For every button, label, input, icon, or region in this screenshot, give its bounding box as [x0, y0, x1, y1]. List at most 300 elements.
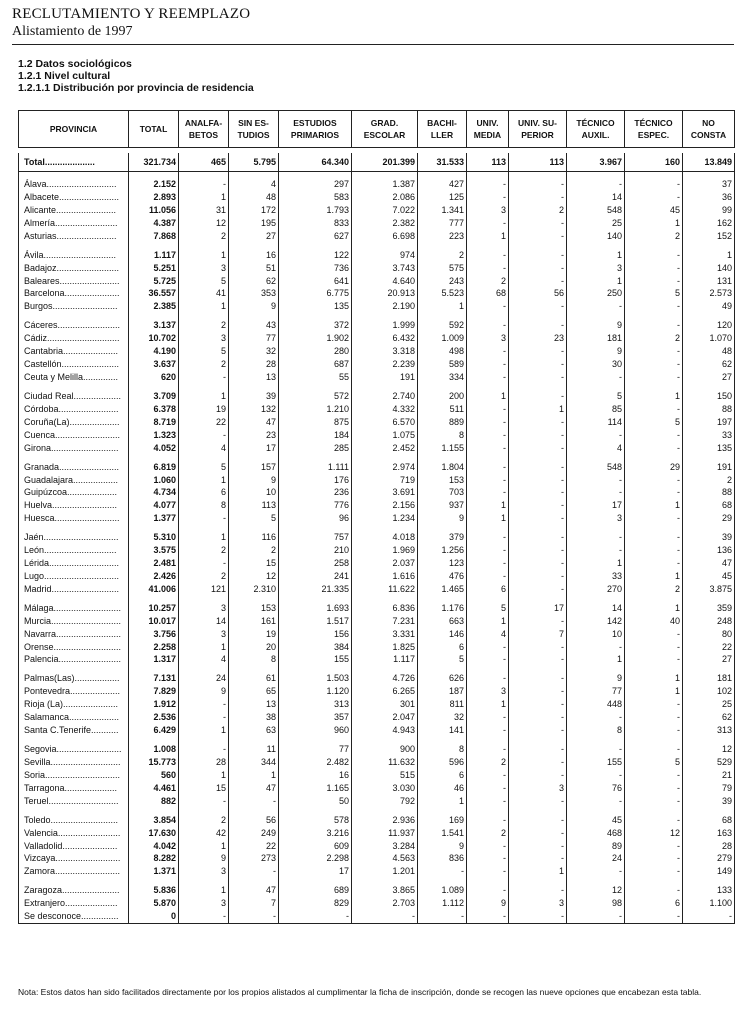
- cell-value: 1: [418, 795, 467, 808]
- cell-value: -: [467, 403, 509, 416]
- cell-value: 6: [418, 769, 467, 782]
- section-heading: 1.2 Datos sociológicos: [18, 58, 132, 70]
- cell-value: 241: [279, 570, 352, 583]
- cell-value: -: [467, 416, 509, 429]
- cell-value: 1.371: [129, 865, 179, 878]
- cell-value: 125: [418, 191, 467, 204]
- cell-value: -: [467, 191, 509, 204]
- cell-value: 9: [467, 897, 509, 910]
- cell-value: 548: [567, 455, 625, 474]
- cell-value: 5: [625, 416, 683, 429]
- cell-value: 6.265: [352, 685, 418, 698]
- cell-value: 9: [418, 512, 467, 525]
- cell-value: 132: [229, 403, 279, 416]
- cell-value: -: [418, 865, 467, 878]
- cell-value: 4.563: [352, 852, 418, 865]
- cell-value: 5: [567, 384, 625, 403]
- column-header-line: NO: [702, 118, 715, 128]
- cell-value: -: [467, 474, 509, 487]
- cell-value: 1: [625, 384, 683, 403]
- column-header: [625, 111, 683, 148]
- cell-value: 384: [279, 641, 352, 654]
- table-row: [19, 217, 735, 230]
- province-name: Orense...........................: [19, 641, 129, 654]
- table-row: [19, 191, 735, 204]
- cell-value: 301: [352, 698, 418, 711]
- cell-value: 19: [229, 628, 279, 641]
- cell-value: -: [509, 499, 567, 512]
- cell-value: -: [625, 698, 683, 711]
- cell-value: -: [509, 416, 567, 429]
- cell-value: 3.854: [129, 808, 179, 827]
- table-row: [19, 827, 735, 840]
- cell-value: -: [509, 737, 567, 756]
- cell-value: 16: [229, 243, 279, 262]
- cell-value: -: [567, 737, 625, 756]
- cell-value: -: [625, 769, 683, 782]
- cell-value: 3.967: [567, 153, 625, 172]
- table-row: [19, 416, 735, 429]
- cell-value: 31: [179, 204, 229, 217]
- province-name: Teruel............................: [19, 795, 129, 808]
- cell-value: 1: [179, 641, 229, 654]
- cell-value: 5.725: [129, 275, 179, 288]
- province-name: Ciudad Real...................: [19, 384, 129, 403]
- column-header-line: ESCOLAR: [363, 130, 406, 140]
- cell-value: -: [467, 525, 509, 544]
- cell-value: -: [625, 737, 683, 756]
- cell-value: -: [509, 217, 567, 230]
- table-row: [19, 358, 735, 371]
- cell-value: 900: [352, 737, 418, 756]
- cell-value: 2: [179, 570, 229, 583]
- table-row: [19, 525, 735, 544]
- cell-value: 4.052: [129, 442, 179, 455]
- cell-value: -: [467, 217, 509, 230]
- cell-value: 7: [229, 897, 279, 910]
- cell-value: 30: [567, 358, 625, 371]
- cell-value: 77: [279, 737, 352, 756]
- cell-value: 3.284: [352, 840, 418, 853]
- cell-value: 736: [279, 262, 352, 275]
- column-header-line: BACHI-: [427, 118, 457, 128]
- table-row: [19, 756, 735, 769]
- cell-value: 31.533: [418, 153, 467, 172]
- cell-value: 133: [683, 878, 735, 897]
- cell-value: 80: [683, 628, 735, 641]
- cell-value: -: [467, 724, 509, 737]
- cell-value: 131: [683, 275, 735, 288]
- table-row: [19, 615, 735, 628]
- table-row: [19, 782, 735, 795]
- cell-value: 1: [467, 512, 509, 525]
- column-header-line: TUDIOS: [237, 130, 270, 140]
- cell-value: 89: [567, 840, 625, 853]
- cell-value: -: [625, 910, 683, 923]
- cell-value: 6.698: [352, 230, 418, 243]
- cell-value: 9: [179, 685, 229, 698]
- table-row: [19, 737, 735, 756]
- cell-value: 23: [229, 429, 279, 442]
- cell-value: -: [625, 544, 683, 557]
- province-name: Navarra..........................: [19, 628, 129, 641]
- cell-value: 17: [279, 865, 352, 878]
- cell-value: 4: [567, 442, 625, 455]
- column-header-line: AUXIL.: [581, 130, 610, 140]
- cell-value: -: [567, 544, 625, 557]
- table-row: [19, 596, 735, 615]
- cell-value: -: [467, 570, 509, 583]
- table-row: [19, 897, 735, 910]
- cell-value: 10: [229, 486, 279, 499]
- cell-value: 12: [229, 570, 279, 583]
- cell-value: 280: [279, 345, 352, 358]
- cell-value: -: [625, 711, 683, 724]
- province-name: Total....................: [19, 153, 129, 172]
- cell-value: 1.112: [418, 897, 467, 910]
- cell-value: 2: [179, 808, 229, 827]
- province-name: Guadalajara..................: [19, 474, 129, 487]
- cell-value: 2.239: [352, 358, 418, 371]
- cell-value: 1.165: [279, 782, 352, 795]
- cell-value: 2.258: [129, 641, 179, 654]
- cell-value: 4: [229, 172, 279, 192]
- cell-value: 1: [509, 865, 567, 878]
- cell-value: 626: [418, 666, 467, 685]
- cell-value: 99: [683, 204, 735, 217]
- cell-value: 187: [418, 685, 467, 698]
- cell-value: -: [567, 371, 625, 384]
- cell-value: 3: [179, 596, 229, 615]
- cell-value: 161: [229, 615, 279, 628]
- cell-value: -: [467, 782, 509, 795]
- cell-value: 285: [279, 442, 352, 455]
- cell-value: 24: [179, 666, 229, 685]
- cell-value: -: [179, 429, 229, 442]
- cell-value: 279: [683, 852, 735, 865]
- cell-value: -: [625, 525, 683, 544]
- province-name: Madrid...........................: [19, 583, 129, 596]
- cell-value: -: [467, 262, 509, 275]
- table-row: [19, 275, 735, 288]
- cell-value: 14: [179, 615, 229, 628]
- cell-value: -: [625, 808, 683, 827]
- section-headings: [18, 58, 254, 94]
- cell-value: 1.693: [279, 596, 352, 615]
- cell-value: 7.829: [129, 685, 179, 698]
- cell-value: -: [509, 878, 567, 897]
- cell-value: 49: [683, 300, 735, 313]
- cell-value: -: [567, 641, 625, 654]
- header-row: [19, 111, 735, 148]
- cell-value: 572: [279, 384, 352, 403]
- cell-value: 38: [229, 711, 279, 724]
- cell-value: 5.310: [129, 525, 179, 544]
- cell-value: -: [509, 724, 567, 737]
- cell-value: 76: [567, 782, 625, 795]
- cell-value: 136: [683, 544, 735, 557]
- cell-value: 19: [179, 403, 229, 416]
- cell-value: -: [467, 808, 509, 827]
- cell-value: 1: [229, 769, 279, 782]
- cell-value: 13.849: [683, 153, 735, 172]
- cell-value: 2.152: [129, 172, 179, 192]
- cell-value: 2: [683, 474, 735, 487]
- cell-value: 68: [683, 499, 735, 512]
- cell-value: 56: [509, 287, 567, 300]
- cell-value: 191: [683, 455, 735, 474]
- cell-value: -: [509, 910, 567, 923]
- cell-value: -: [467, 666, 509, 685]
- cell-value: 719: [352, 474, 418, 487]
- cell-value: 273: [229, 852, 279, 865]
- table-row: [19, 641, 735, 654]
- cell-value: 2: [625, 583, 683, 596]
- cell-value: 2.190: [352, 300, 418, 313]
- cell-value: 4.190: [129, 345, 179, 358]
- cell-value: 62: [683, 358, 735, 371]
- cell-value: 3.709: [129, 384, 179, 403]
- cell-value: 28: [683, 840, 735, 853]
- cell-value: 172: [229, 204, 279, 217]
- cell-value: 17: [509, 596, 567, 615]
- column-header-line: TÉCNICO: [576, 118, 615, 128]
- cell-value: -: [467, 300, 509, 313]
- cell-value: -: [509, 711, 567, 724]
- cell-value: 592: [418, 313, 467, 332]
- table-row: [19, 557, 735, 570]
- cell-value: 11.632: [352, 756, 418, 769]
- cell-value: 4: [467, 628, 509, 641]
- cell-value: 135: [683, 442, 735, 455]
- cell-value: 2.382: [352, 217, 418, 230]
- total-row: [19, 153, 735, 172]
- column-header-line: UNIV.: [476, 118, 499, 128]
- cell-value: 12: [567, 878, 625, 897]
- cell-value: 9: [567, 666, 625, 685]
- province-name: Málaga...........................: [19, 596, 129, 615]
- cell-value: -: [179, 557, 229, 570]
- cell-value: 1.323: [129, 429, 179, 442]
- province-name: Huelva..........................: [19, 499, 129, 512]
- cell-value: -: [625, 191, 683, 204]
- table-row: [19, 666, 735, 685]
- cell-value: 3.331: [352, 628, 418, 641]
- province-name: Castellón.......................: [19, 358, 129, 371]
- cell-value: 1.089: [418, 878, 467, 897]
- column-header: [179, 111, 229, 148]
- cell-value: 4.332: [352, 403, 418, 416]
- cell-value: -: [509, 191, 567, 204]
- province-name: Palencia.........................: [19, 653, 129, 666]
- cell-value: 2: [509, 204, 567, 217]
- column-header-line: UNIV. SU-: [518, 118, 557, 128]
- cell-value: 48: [229, 191, 279, 204]
- cell-value: 2.452: [352, 442, 418, 455]
- cell-value: 2.703: [352, 897, 418, 910]
- cell-value: 153: [229, 596, 279, 615]
- cell-value: 687: [279, 358, 352, 371]
- province-name: Sevilla............................: [19, 756, 129, 769]
- cell-value: -: [509, 429, 567, 442]
- cell-value: 875: [279, 416, 352, 429]
- cell-value: 2: [179, 544, 229, 557]
- cell-value: 29: [625, 455, 683, 474]
- cell-value: -: [625, 429, 683, 442]
- table-row: [19, 685, 735, 698]
- province-name: Vizcaya..........................: [19, 852, 129, 865]
- cell-value: -: [625, 403, 683, 416]
- cell-value: 43: [229, 313, 279, 332]
- cell-value: 88: [683, 403, 735, 416]
- cell-value: -: [509, 570, 567, 583]
- cell-value: 37: [683, 172, 735, 192]
- cell-value: 1: [179, 384, 229, 403]
- cell-value: 12: [683, 737, 735, 756]
- cell-value: 20.913: [352, 287, 418, 300]
- cell-value: 4.726: [352, 666, 418, 685]
- cell-value: -: [509, 827, 567, 840]
- cell-value: 3.137: [129, 313, 179, 332]
- cell-value: -: [625, 345, 683, 358]
- cell-value: 1.465: [418, 583, 467, 596]
- province-name: Jaén..............................: [19, 525, 129, 544]
- cell-value: -: [179, 711, 229, 724]
- cell-value: 201.399: [352, 153, 418, 172]
- cell-value: 195: [229, 217, 279, 230]
- cell-value: 114: [567, 416, 625, 429]
- cell-value: 5: [179, 345, 229, 358]
- cell-value: 6.432: [352, 332, 418, 345]
- province-name: Ceuta y Melilla..............: [19, 371, 129, 384]
- cell-value: 155: [567, 756, 625, 769]
- cell-value: 0: [129, 910, 179, 923]
- cell-value: 2.893: [129, 191, 179, 204]
- cell-value: 1: [179, 243, 229, 262]
- column-header: [418, 111, 467, 148]
- cell-value: 120: [683, 313, 735, 332]
- cell-value: 359: [683, 596, 735, 615]
- cell-value: -: [509, 840, 567, 853]
- column-header-line: PRIMARIOS: [290, 130, 340, 140]
- cell-value: 15: [179, 782, 229, 795]
- cell-value: 28: [179, 756, 229, 769]
- cell-value: -: [509, 685, 567, 698]
- province-name: Granada........................: [19, 455, 129, 474]
- cell-value: 1: [179, 769, 229, 782]
- cell-value: -: [467, 455, 509, 474]
- cell-value: -: [467, 852, 509, 865]
- cell-value: -: [467, 865, 509, 878]
- cell-value: 223: [418, 230, 467, 243]
- province-name: Toledo...........................: [19, 808, 129, 827]
- cell-value: -: [567, 525, 625, 544]
- cell-value: -: [467, 641, 509, 654]
- province-name: Córdoba........................: [19, 403, 129, 416]
- cell-value: 46: [418, 782, 467, 795]
- cell-value: -: [509, 313, 567, 332]
- column-header-line: MEDIA: [473, 130, 502, 140]
- table-row: [19, 345, 735, 358]
- cell-value: 1.503: [279, 666, 352, 685]
- cell-value: 1: [509, 403, 567, 416]
- cell-value: 2: [625, 332, 683, 345]
- cell-value: 1.387: [352, 172, 418, 192]
- cell-value: 169: [418, 808, 467, 827]
- cell-value: 2.298: [279, 852, 352, 865]
- cell-value: 9: [179, 852, 229, 865]
- cell-value: 1.902: [279, 332, 352, 345]
- cell-value: 3: [467, 332, 509, 345]
- cell-value: 313: [683, 724, 735, 737]
- province-name: Pontevedra....................: [19, 685, 129, 698]
- province-name: Huesca..........................: [19, 512, 129, 525]
- table-row: [19, 313, 735, 332]
- cell-value: 36: [683, 191, 735, 204]
- table-row: [19, 583, 735, 596]
- cell-value: 937: [418, 499, 467, 512]
- cell-value: 1.070: [683, 332, 735, 345]
- cell-value: 20: [229, 641, 279, 654]
- cell-value: 1.075: [352, 429, 418, 442]
- province-name: Guipúzcoa....................: [19, 486, 129, 499]
- cell-value: 3: [567, 512, 625, 525]
- province-name: Murcia............................: [19, 615, 129, 628]
- cell-value: 236: [279, 486, 352, 499]
- cell-value: 8: [567, 724, 625, 737]
- table-row: [19, 878, 735, 897]
- cell-value: -: [625, 628, 683, 641]
- province-name: Segovia..........................: [19, 737, 129, 756]
- cell-value: 258: [279, 557, 352, 570]
- cell-value: -: [509, 358, 567, 371]
- cell-value: 248: [683, 615, 735, 628]
- cell-value: -: [625, 878, 683, 897]
- province-name: Salamanca....................: [19, 711, 129, 724]
- cell-value: 1.999: [352, 313, 418, 332]
- cell-value: 7.131: [129, 666, 179, 685]
- cell-value: 1: [467, 230, 509, 243]
- column-header: [567, 111, 625, 148]
- cell-value: 1: [625, 596, 683, 615]
- cell-value: 33: [683, 429, 735, 442]
- cell-value: 63: [229, 724, 279, 737]
- cell-value: 113: [467, 153, 509, 172]
- cell-value: 41.006: [129, 583, 179, 596]
- cell-value: -: [509, 615, 567, 628]
- cell-value: -: [567, 429, 625, 442]
- cell-value: 829: [279, 897, 352, 910]
- cell-value: -: [179, 172, 229, 192]
- cell-value: 9: [229, 300, 279, 313]
- cell-value: -: [509, 698, 567, 711]
- cell-value: 1: [625, 685, 683, 698]
- cell-value: 62: [229, 275, 279, 288]
- cell-value: -: [467, 442, 509, 455]
- province-name: Zamora..........................: [19, 865, 129, 878]
- cell-value: -: [567, 474, 625, 487]
- table-row: [19, 840, 735, 853]
- cell-value: 1.377: [129, 512, 179, 525]
- cell-value: 270: [567, 583, 625, 596]
- cell-value: 882: [129, 795, 179, 808]
- cell-value: -: [625, 724, 683, 737]
- cell-value: 25: [567, 217, 625, 230]
- cell-value: 27: [683, 653, 735, 666]
- cell-value: 11.622: [352, 583, 418, 596]
- cell-value: 548: [567, 204, 625, 217]
- table-row: [19, 769, 735, 782]
